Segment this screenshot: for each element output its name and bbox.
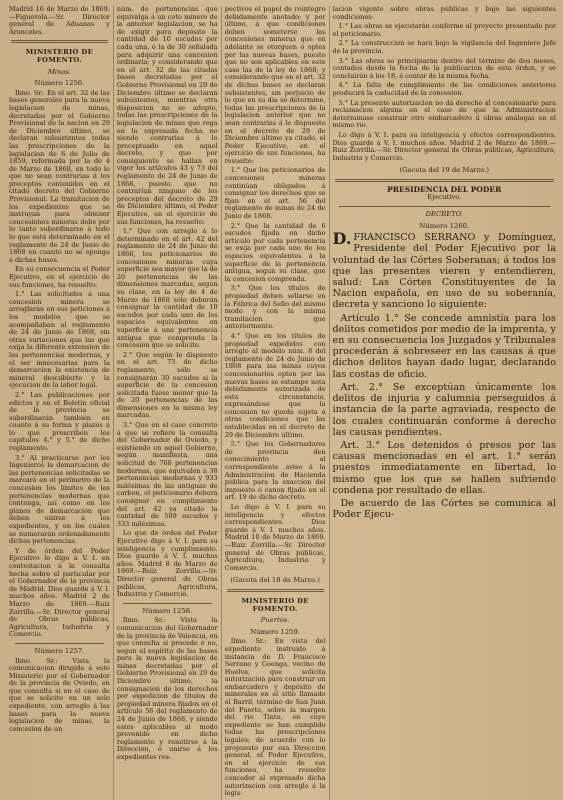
ministry-heading: MINISTERIO DE FOMENTO.	[241, 596, 309, 613]
column-2	[114, 6, 222, 800]
decree-intro	[332, 229, 556, 311]
divider	[335, 179, 554, 182]
ministry-heading: MINISTERIO DE FOMENTO.	[25, 48, 94, 64]
paragraph: Ilmo. Sr.: En vista del expediente instruido á instancia de D. Francisco Serrano y Goenga, vecino de Huelva, que solicita autorizacion para construir un embarcadero y depósito de minerales en el sitio llamado el Barril, término de San Juan del Puerto, sobre la margen del rio Tinto, en cuyo expediente se han cumplido todas las prescripciones legales; de acuerdo con lo propuesto por esa Direccion general, el Poder Ejecutivo, en el ejercicio de sus funciones, ha resuelto conceder al expresado dicha autorizacion con arreglo á la legis-	[224, 637, 326, 798]
decree-article: Art. 3.° Los detenidos ó presos por las causas mencionadas en el art. 1.° serán puestos inmediatamente en libertad, lo mismo que los que se hallen sufriendo condena por resultado de ellas.	[332, 439, 556, 496]
paragraph: 3.° Al practicarse por los Ingenieros la demarcacion de las pertenencias solicitadas se marcará en el perímetro de la concesion los límites de las pertenencias modernas que contenga, así como en los planos de demarcacion que deben unirse á los expedientes, y en los cuales se numerarán ordenadamente dichas pertenencias.	[9, 453, 110, 546]
gazette-note: (Gaceta del 18 de Marzo.)	[230, 576, 320, 585]
decree-article: Art. 2.° Se exceptúan únicamente los delitos de injuria y calumnia perseguidos á instancia de la parte agraviada, respecto de los cuales continuarán conforme á derecho las causas pendientes.	[332, 381, 556, 438]
gazette-note: (Gaceta del 19 de Marzo.)	[399, 166, 490, 175]
order-number: Número 1258.	[142, 606, 193, 615]
paragraph: Lo que de órden del Poder Ejecutivo digo á V. I. para su inteligencia y cumplimiento. Dios guarde á V. I. muchos años. Madrid 8 de Marzo de 1869.—Ruiz Zorrilla.—Sr. Director general de Obras públicas, Agricultura, Industria y Comercio.	[116, 529, 218, 599]
paragraph: 2.° Las publicaciones por edictos y en el Boletin oficial de la provincia se subordinarán también en cuanto á su forma y plazos á lo que prescriben los capítulos 4.° y 5.° de dicho reglamento.	[9, 390, 110, 453]
order-number: Número 1257.	[34, 646, 85, 655]
paragraph: 5.° Que los Gobernadores de provincia den conocimiento al correspondiente aviso á la Administracion de Hacienda pública para la exaccion del impuesto ó canon fijado en el art. 19 de dicho decreto.	[224, 440, 326, 502]
column-3	[222, 6, 330, 800]
paragraph: 4.° La falta de cumplimiento de las condiciones anteriores producirá la caducidad de la concesion.	[332, 81, 556, 97]
paragraph: 1.° Las solicitudes á una concesion minera se arreglarán en sus peticiones á los modelos que se acompañaban al reglamento de 24 de Junio de 1868, sin otras variaciones que las que exija la diferente extension de las pertenencias modernas, y el ser innecesarias para la demarcacion la existencia de mineral descubierto y la ejecucion de la labor legal.	[9, 290, 110, 390]
paragraph: 4.° Que en los títulos de propiedad expedidos con arreglo al modelo núm. 8 del reglamento de 24 de Junio de 1868 para las minas cuyos concesionarios opten por las nuevas bases se estampe nota debidamente autorizada de esta circunstancia, expresándose que la concesion no queda sujeta á otras condiciones que las establecidas en el decreto de 29 de Diciembre último.	[224, 331, 326, 439]
section-heading: Minas.	[47, 67, 72, 76]
paragraph: 2.° Que según lo dispuesto en el art. 73 de dicho reglamento, sólo se consignarán 30 escudos si la superficie de la concesion solicitada fuese menor que la de 20 pertenencias de las dimensiones en la misma ley marcadas.	[116, 350, 218, 420]
paragraph: lacion vigente sobre obras públicas y bajo las siguientes condiciones:	[332, 6, 556, 21]
presidency-subheading: Ejecutivo.	[427, 193, 462, 202]
columns	[6, 6, 559, 800]
paragraph: 2.° Que la cantidad de 6 escudos fijada en dicho artículo por cada pertenencia se exija por cada uno de los espacios equivalentes á la superficie de la pertenencia antigua, segun su clase, que la concesion comprenda.	[224, 221, 326, 283]
decree-article: De acuerdo de las Córtes se comunica al Poder Ejecu-	[332, 497, 556, 521]
top-text: Madrid 16 de Marzo de 1869.—Figuerola.—Sr. Director general de Aduanas y Aranceles.	[9, 6, 110, 36]
paragraph: 1.° Que los peticionarios de concesiones mineras continúan obligados á consignar los derechos que se fijan en el art. 56 del reglamento de minas de 24 de Junio de 1868.	[224, 166, 326, 221]
paragraph: 5.° La presente autorizacion no dá derecho al concesionario para reclamacion alguna en el caso de que la Administracion determinase construir otro embarcadero ú obras análogas en el mismo rio.	[332, 98, 556, 130]
paragraph: Ilmo. Sr.: En el art. 32 de las bases generales para la nueva legislacion de minas, decretadas por el Gobierno Provisional de la nacion en 29 de Diciembre último, se declaran subsistentes todas las prescripciones de la legislacion de 6 de Julio de 1859, reformada por la de 4 de Marzo de 1868, en todo lo que no sean contrarias á los preceptos contenidos en el citado decreto del Gobierno Provisional. La tramitacion de los expedientes que se instruyan para obtener concesiones mineras debe por lo tanto subordinarse á todo lo que está determinado en el reglamento de 24 de Junio de 1868 en cuanto no se oponga á dichas bases.	[9, 88, 110, 264]
paragraph: 1.° Que con arreglo á lo determinado en el art. 42 del reglamento de 24 de Junio de 1868, los peticionarios de concesiones mineras cuya superficie sea mayor que la de 20 pertenencias de las dimensiones marcadas, según su clase, en la ley de 4 de Marzo de 1868 sólo deberán consignar la cantidad de 10 escudos por cada uno de los espacios equivalentes en superficie á una pertenencia antigua que comprenda la concesion que se solicite.	[116, 227, 218, 350]
drop-cap: D.	[332, 229, 352, 249]
divider	[11, 40, 108, 43]
paragraph: núm. de pertenencias que equivalga á un coto minero de la anterior legislacion, se ha de exigir para depósito la cantidad de 10 escudos por cada una, ó la de 30 señalada para adquirir una concesion ordinaria; y considerando que en el art. 32 de las citadas bases decretadas por el Gobierno Provisional en 29 de Diciembre último se declaran subsistentes, mientras otra disposicion no se adopte, todas las prescripciones de la legislacion de minas que rega en la expresada fecha no siendo contrarias á lo preceptuado en aquel decreto, y que por consiguiente se hallan en vigor los artículos 43 y 73 del reglamento de 24 de Junio de 1868, puesto que no contrarían ninguno de los preceptos del decreto de 29 de Diciembre último, el Poder Ejecutivo, en el ejercicio de sus funciones, ha resuelto:	[116, 6, 218, 226]
divider	[227, 589, 324, 592]
column-4	[330, 6, 559, 800]
paragraph: 1.° Las obras se ejecutarán conforme al proyecto presentado por el peticionario.	[332, 22, 556, 38]
paragraph: En su consecuencia el Poder Ejecutivo, en el ejercicio de sus funciones, ha resuelto:	[9, 265, 110, 289]
paragraph: 3.° Que los títulos de propiedad deben sellarse en la Fábrica del Sello del mismo modo y con la misma tramitacion que anteriormente.	[224, 284, 326, 331]
order-number: Número 1260.	[419, 221, 470, 230]
divider	[123, 603, 212, 604]
presidency-heading: PRESIDENCIA DEL PODER	[387, 184, 502, 194]
paragraph: 3.° Que en el caso concreto á que se refiere la consulta del Gobernador de Oviedo, y existiendo en aquel Gobierno, según manifiesta, una solicitud de 768 pertenencias modernas, que equivalen á 38 pertenencias modernas y 933 milésimas de las antiguas de carbon, el peticionario deberá consignar en cumplimiento del art. 42 ya citado la cantidad de 509 escudos y 333 milésimas.	[116, 421, 218, 528]
paragraph: 2.° La construccion se hará bajo la vigilancia del Ingeniero Jefe de la provincia.	[332, 39, 556, 55]
order-number: Número 1259.	[250, 627, 300, 636]
decree-article: Artículo 1.° Se concede amnistía para los delitos cometidos por medio de la imprenta, y en su consecuencia los Juzgados y Tribunales procederán á sobreseer en las causas á que dichos delitos hayan dado lugar, declarando las costas de oficio.	[332, 312, 556, 380]
decree-label: DECRETO.	[425, 210, 464, 219]
order-number: Número 1256.	[34, 79, 85, 88]
section-heading: Puertos.	[260, 616, 290, 625]
paragraph: Ilmo. Sr.: Vista la comunicacion dirigida á este Ministerio por el Gobernador de la provincia de Oviedo, en que consulta si en el caso de que se solicite en un solo expediente, con arreglo á las bases para la nueva legislacion de minas, la concesion de un	[9, 656, 110, 733]
paragraph: Ilmo. Sr.: Vista la comunicacion del Gobernador de la provincia de Valencia, en que consulta si procede ó no, segun el espíritu de las bases para la nueva legislacion de minas decretadas por el Gobierno Provisional en 29 de Diciembre último, la consignacion de los derechos por expedicion de títulos de propiedad minera fijados en el artículo 56 del reglamento de 24 de Junio de 1868, y siendo estos aplicables al modo prevenido en dicho reglamento y remitirse á la Direccion, ó unirse á los expedientes res-	[116, 616, 218, 761]
paragraph: 3.° Las obras se principiarán dentro del término de dos meses, contados desde la fecha de la publicacion de esta órden, y se concluirán á los 18, á contar de la misma fecha.	[332, 56, 556, 80]
decree-intro-text: FRANCISCO SERRANO y Domínguez, Presidente del Poder Ejecutivo por la voluntad de las Córtes Soberanas; á todos los que las presentes vieren y entendieren, salud: Las Córtes Constituyentes de la Nacion española, en uso de su soberanía, decreta y sanciono lo siguiente:	[332, 232, 556, 311]
divider	[15, 643, 104, 644]
paragraph: pectivos el papel de reintegro debidamente anotado; y por último, á que condiciones deben someterse las concesiones mineras que en adelante se otorguen ó optes por las nuevas bases, puesto que no son aplicables en este caso las de la ley de 1868; y considerando que en el art. 32 de dichas bases se declaran subsistentes, sin perjuicio de lo que en su dia se determine, todas las prescripciones de la legislacion anterior que no sean contrarias á lo dispuesto en el decreto de 29 de Diciembre último ya citado, el Poder Ejecutivo, en el ejercicio de sus funciones, ha resuelto:	[224, 6, 326, 165]
paragraph: Y de órden del Poder Ejecutivo lo digo á V. I. en contestacion á la consulta hecha sobre el particular por el Gobernador de la provincia de Madrid. Dios guarde á V. I. muchos años. Madrid 2 de Marzo de 1869.—Ruiz Zorrilla.—Sr. Director general de Obras públicas, Agricultura, Industria y Comercio.	[9, 546, 110, 639]
column-1	[6, 6, 114, 800]
paragraph: Lo digo á V. I. para su inteligencia y efectos correspondientes. Dios guarde á V. I. muchos años. Madrid 10 de Marzo de 1869.—Ruiz Zorrilla.—Sr. Director general de Obras públicas, Agricultura, Industria y Comercio.	[224, 503, 326, 572]
paragraph: Lo digo á V. I. para su inteligencia y efectos correspondientes. Dios guarde á V. I. muchos años. Madrid 2 de Marzo de 1869.—Ruiz Zorrilla.—Sr. Director general de Obras públicas, Agricultura, Industria y Comercio.	[332, 130, 556, 162]
divider	[339, 206, 550, 207]
